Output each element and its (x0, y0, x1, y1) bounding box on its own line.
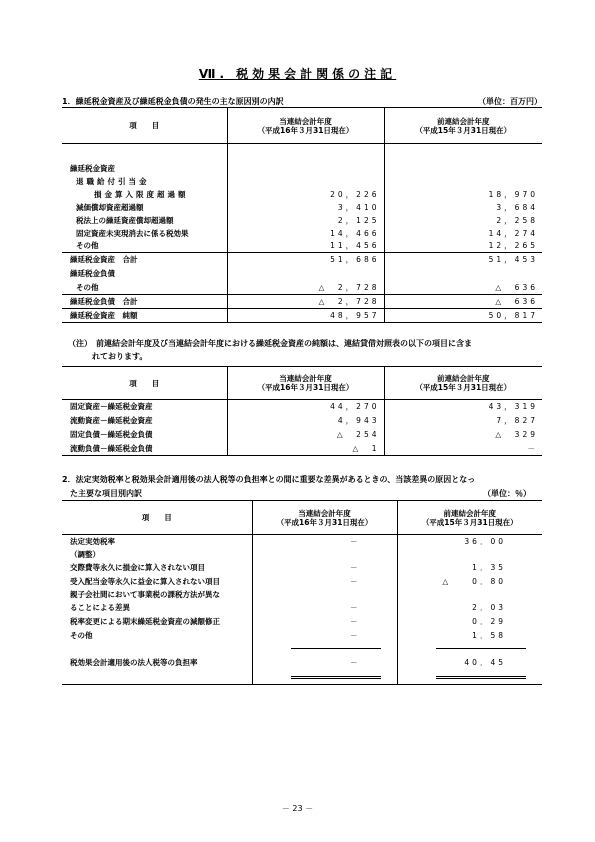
table-row: 繰延税金負債 合計 △ 2，728 △ 636 (62, 295, 542, 309)
table-row: 繰延税金負債 (62, 267, 542, 281)
deferred-tax-table (62, 107, 542, 323)
col-prev-header: 前連結会計年度 （平成15年３月31日現在） (384, 108, 542, 144)
table-row: 固定資産－繰延税金資産 44，270 43，319 (62, 400, 542, 414)
table-row: （調整） (62, 549, 542, 561)
section2-heading-line-2: た主要な項目別内訳 (70, 489, 142, 498)
table-row: 減価償却資産超過額 3，410 3，684 (62, 201, 542, 214)
table-row: 税率変更による期末繰延税金資産の減額修正 － 0．29 (62, 615, 542, 629)
sum-rule-row (62, 643, 542, 655)
tax-rate-reconciliation-table (62, 500, 542, 685)
col-prev-header: 前連結会計年度 （平成15年３月31日現在） (384, 367, 542, 400)
section2-unit: （単位：％） (483, 489, 531, 498)
table-row: 固定資産未実現消去に係る税効果 14，466 14，274 (62, 227, 542, 240)
table-row: その他 － 1．58 (62, 629, 542, 643)
table-row: その他 11，456 12，265 (62, 240, 542, 253)
col-item-header: 項 目 (62, 501, 252, 535)
table-row: 流動負債－繰延税金負債 △ 1 － (62, 442, 542, 456)
table-row: その他 △ 2，728 △ 636 (62, 281, 542, 295)
section1-unit: （単位：百万円） (478, 97, 542, 106)
note-line-2: れております。 (92, 352, 148, 361)
col-prev-header: 前連結会計年度 （平成15年３月31日現在） (397, 501, 542, 535)
table-row: 損金算入限度超過額 20，226 18，970 (62, 188, 542, 201)
section1-heading: 1．繰延税金資産及び繰延税金負債の発生の主な原因別の内訳 (62, 97, 284, 106)
balance-sheet-items-table (62, 366, 542, 456)
page-number: － 23 － (281, 804, 314, 813)
col-item-header: 項 目 (62, 108, 227, 144)
table-row: 繰延税金資産 合計 51，686 51，453 (62, 253, 542, 267)
table-row: 交際費等永久に損金に算入されない項目 － 1．35 (62, 561, 542, 575)
col-current-header: 当連結会計年度 （平成16年３月31日現在） (227, 367, 384, 400)
table-row: 固定負債－繰延税金負債 △ 254 △ 329 (62, 428, 542, 442)
col-current-header: 当連結会計年度 （平成16年３月31日現在） (227, 108, 384, 144)
table-row: 繰延税金資産 純額 48，957 50，817 (62, 309, 542, 323)
table-row: 繰延税金資産 (62, 162, 542, 175)
table-row: 親子会社間において事業税の課税方法が異な (62, 589, 542, 601)
page-title: Ⅶ. 税効果会計関係の注記 (198, 67, 397, 81)
table-row: 法定実効税率 － 36．00 (62, 535, 542, 549)
table-row: ることによる差異 － 2．03 (62, 601, 542, 615)
table-row: 税法上の繰延資産償却超過額 2，125 2，258 (62, 214, 542, 227)
double-rule-row (62, 671, 542, 685)
table-row: 流動資産－繰延税金資産 4，943 7，827 (62, 414, 542, 428)
table-row: 税効果会計適用後の法人税等の負担率 － 40．45 (62, 655, 542, 671)
col-current-header: 当連結会計年度 （平成16年３月31日現在） (252, 501, 397, 535)
col-item-header: 項 目 (62, 367, 227, 400)
section2-heading-line-1: 2．法定実効税率と税効果会計適用後の法人税等の負担率との間に重要な差異があるときの、当該差異の原因となっ (62, 475, 476, 484)
table-row: 受入配当金等永久に益金に算入されない項目 － △ 0．80 (62, 575, 542, 589)
table-row: 退職給付引当金 (62, 175, 542, 188)
note-line-1: （注） 前連結会計年度及び当連結会計年度における繰延税金資産の純額は、連結貸借対照表の以下の項目に含ま (68, 339, 472, 348)
